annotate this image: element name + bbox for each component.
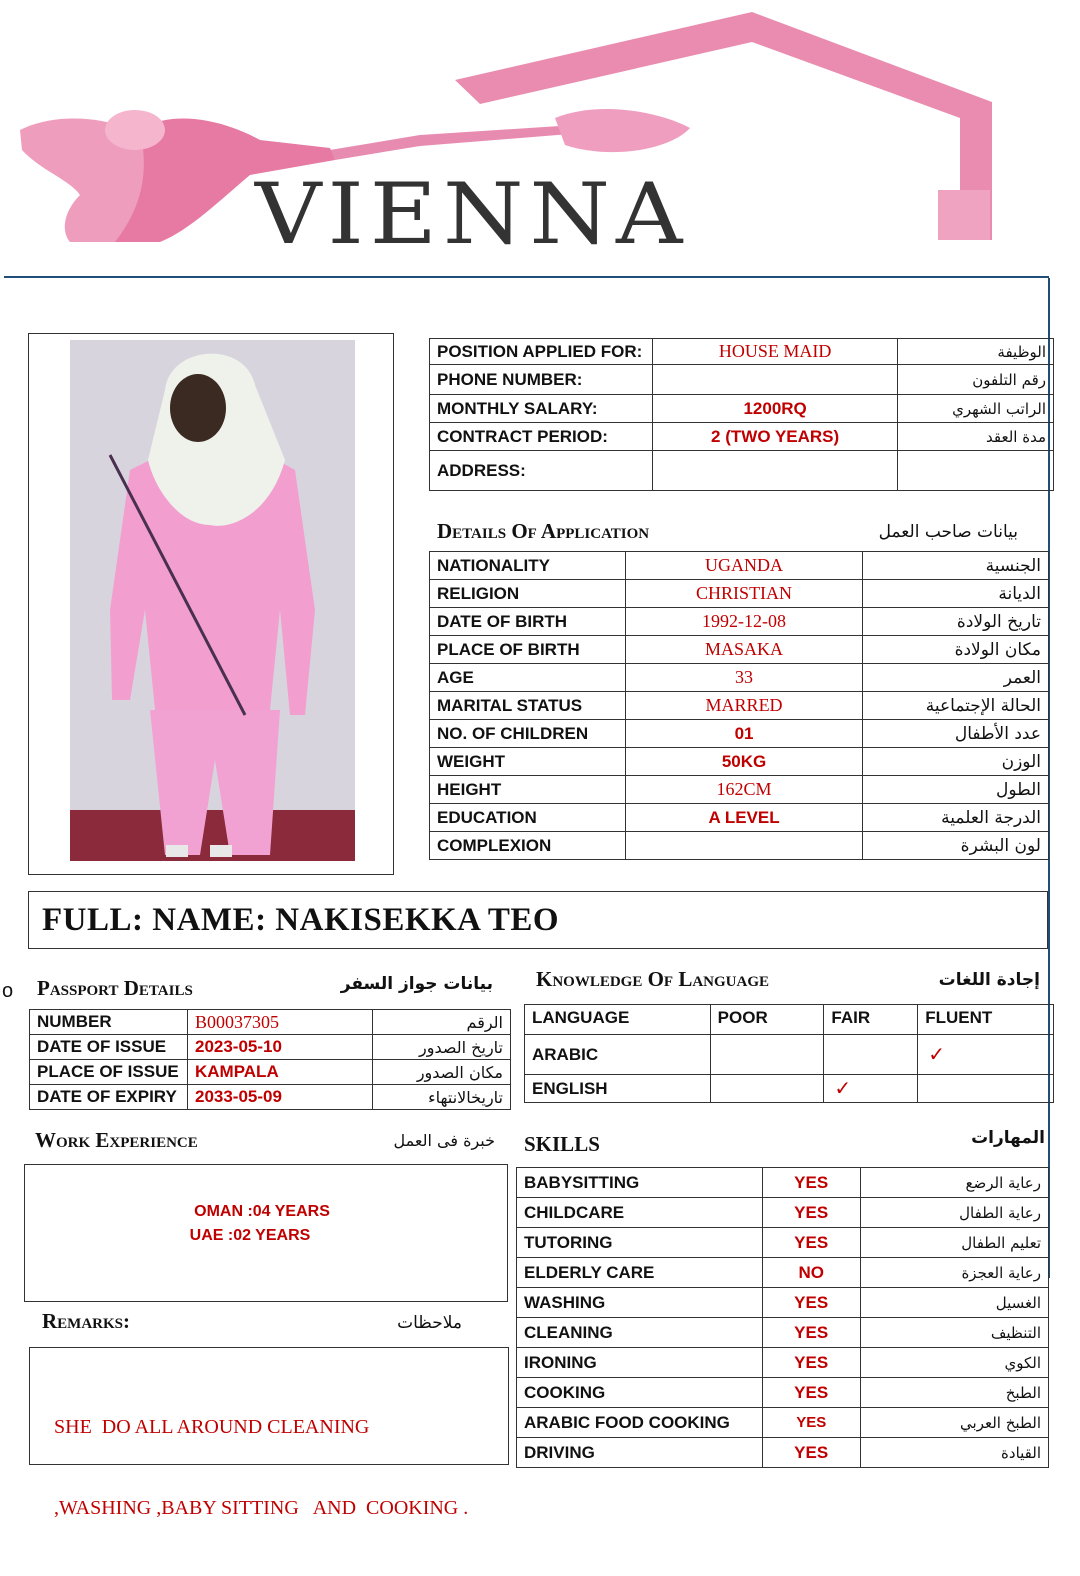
position-label-ar: الوظيفة [898, 339, 1054, 365]
work-lines [25, 1200, 507, 1248]
details-label-ar: الطول [863, 776, 1049, 804]
details-row [430, 636, 1049, 664]
skill-name: BABYSITTING [517, 1168, 763, 1198]
language-name: ARABIC [525, 1035, 711, 1075]
remarks-title-ar: ملاحظات [397, 1313, 462, 1333]
skills-row [517, 1168, 1049, 1198]
details-row [430, 832, 1049, 860]
position-label-ar: رقم التلفون [898, 365, 1054, 395]
details-table [429, 551, 1049, 860]
details-row [430, 580, 1049, 608]
details-label: RELIGION [430, 580, 626, 608]
position-label: PHONE NUMBER: [430, 365, 653, 395]
skill-name-ar: الغسيل [860, 1288, 1048, 1318]
skill-value: YES [762, 1438, 860, 1468]
details-label: NATIONALITY [430, 552, 626, 580]
details-value: MASAKA [625, 636, 862, 664]
details-label-ar: الديانة [863, 580, 1049, 608]
details-label: DATE OF BIRTH [430, 608, 626, 636]
skill-name: IRONING [517, 1348, 763, 1378]
position-row [430, 365, 1054, 395]
passport-label-ar: تاريخ الصدور [373, 1035, 511, 1060]
details-label: MARITAL STATUS [430, 692, 626, 720]
skills-row [517, 1198, 1049, 1228]
logo-wordmark: VIENNA [255, 165, 689, 264]
skill-value: YES [762, 1408, 860, 1438]
position-value: 2 (TWO YEARS) [652, 423, 897, 451]
passport-row [30, 1010, 511, 1035]
stray-character: o [2, 980, 14, 1002]
details-value: UGANDA [625, 552, 862, 580]
details-value: CHRISTIAN [625, 580, 862, 608]
details-row [430, 664, 1049, 692]
skill-name: COOKING [517, 1378, 763, 1408]
skill-value: YES [762, 1348, 860, 1378]
passport-label: DATE OF EXPIRY [30, 1085, 188, 1110]
position-label: MONTHLY SALARY: [430, 395, 653, 423]
position-label-ar: الراتب الشهري [898, 395, 1054, 423]
language-header: POOR [710, 1005, 824, 1035]
details-label-ar: عدد الأطفال [863, 720, 1049, 748]
passport-row [30, 1035, 511, 1060]
passport-label-ar: الرقم [373, 1010, 511, 1035]
remarks-line: ,WASHING ,BABY SITTING AND COOKING . [54, 1497, 469, 1519]
position-row [430, 395, 1054, 423]
remarks-box [29, 1347, 509, 1519]
details-row [430, 804, 1049, 832]
position-row [430, 423, 1054, 451]
passport-row [30, 1060, 511, 1085]
skill-name: ARABIC FOOD COOKING [517, 1408, 763, 1438]
passport-value: 2033-05-09 [187, 1085, 372, 1110]
skill-name-ar: رعاية الرضع [860, 1168, 1048, 1198]
skills-title: SKILLS [524, 1132, 600, 1156]
skill-name: DRIVING [517, 1438, 763, 1468]
details-label-ar: تاريخ الولادة [863, 608, 1049, 636]
passport-value: KAMPALA [187, 1060, 372, 1085]
passport-table [29, 1009, 511, 1110]
language-title: Knowledge Of Language [536, 967, 770, 991]
skills-table [516, 1167, 1049, 1468]
position-value [652, 451, 897, 491]
language-header-row [525, 1005, 1054, 1035]
passport-label-ar: تاريخالانتهاء [373, 1085, 511, 1110]
details-value: 162CM [625, 776, 862, 804]
language-name: ENGLISH [525, 1075, 711, 1103]
details-row [430, 776, 1049, 804]
position-value: HOUSE MAID [652, 339, 897, 365]
position-value [652, 365, 897, 395]
skill-name-ar: الكوي [860, 1348, 1048, 1378]
passport-title: Passport Details [37, 976, 193, 1000]
details-title-ar: بيانات صاحب العمل [878, 522, 1018, 542]
work-line: UAE :02 YEARS [189, 1227, 311, 1244]
skill-value: NO [762, 1258, 860, 1288]
language-check-fair: ✓ [824, 1075, 918, 1103]
skill-name-ar: الطبخ العربي [860, 1408, 1048, 1438]
work-title: Work Experience [35, 1128, 198, 1152]
details-row [430, 748, 1049, 776]
details-label: AGE [430, 664, 626, 692]
position-row [430, 451, 1054, 491]
language-header: FLUENT [918, 1005, 1054, 1035]
position-row [430, 339, 1054, 365]
vienna-logo [0, 0, 1080, 270]
position-label-ar: مدة العقد [898, 423, 1054, 451]
remarks-lines [54, 1360, 468, 1576]
details-label: EDUCATION [430, 804, 626, 832]
details-title: Details Of Application [437, 519, 650, 543]
language-row [525, 1075, 1054, 1103]
language-header: FAIR [824, 1005, 918, 1035]
details-value [625, 832, 862, 860]
details-row [430, 720, 1049, 748]
skill-name-ar: القيادة [860, 1438, 1048, 1468]
position-label: POSITION APPLIED FOR: [430, 339, 653, 365]
remarks-title: Remarks: [42, 1309, 130, 1333]
language-check-poor [710, 1035, 824, 1075]
skill-value: YES [762, 1198, 860, 1228]
passport-label-ar: مكان الصدور [373, 1060, 511, 1085]
details-label: HEIGHT [430, 776, 626, 804]
skill-value: YES [762, 1288, 860, 1318]
skill-name-ar: الطبخ [860, 1378, 1048, 1408]
position-value: 1200RQ [652, 395, 897, 423]
details-value: A LEVEL [625, 804, 862, 832]
language-check-fluent: ✓ [918, 1035, 1054, 1075]
details-value: 50KG [625, 748, 862, 776]
passport-row [30, 1085, 511, 1110]
details-label-ar: الحالة الإجتماعية [863, 692, 1049, 720]
details-row [430, 552, 1049, 580]
passport-label: DATE OF ISSUE [30, 1035, 188, 1060]
position-table [429, 338, 1054, 491]
position-label: ADDRESS: [430, 451, 653, 491]
position-label: CONTRACT PERIOD: [430, 423, 653, 451]
work-title-ar: خبرة فى العمل [393, 1131, 495, 1150]
details-label: NO. OF CHILDREN [430, 720, 626, 748]
skill-name: TUTORING [517, 1228, 763, 1258]
skill-name: WASHING [517, 1288, 763, 1318]
passport-label: PLACE OF ISSUE [30, 1060, 188, 1085]
full-name: FULL: NAME: NAKISEKKA TEO [42, 902, 560, 938]
details-label: PLACE OF BIRTH [430, 636, 626, 664]
details-label-ar: العمر [863, 664, 1049, 692]
skill-name: ELDERLY CARE [517, 1258, 763, 1288]
full-name-box [28, 891, 1048, 949]
skill-name-ar: التنظيف [860, 1318, 1048, 1348]
skill-name-ar: تعليم الطفال [860, 1228, 1048, 1258]
passport-value: 2023-05-10 [187, 1035, 372, 1060]
skills-row [517, 1288, 1049, 1318]
passport-title-ar: بيانات جواز السفر [340, 974, 493, 994]
skill-name: CHILDCARE [517, 1198, 763, 1228]
skills-row [517, 1378, 1049, 1408]
work-line: OMAN :04 YEARS [194, 1203, 330, 1220]
passport-value: B00037305 [187, 1010, 372, 1035]
skills-row [517, 1438, 1049, 1468]
skill-value: YES [762, 1318, 860, 1348]
details-value: 33 [625, 664, 862, 692]
skill-value: YES [762, 1378, 860, 1408]
details-label-ar: الجنسية [863, 552, 1049, 580]
skill-name: CLEANING [517, 1318, 763, 1348]
details-label: WEIGHT [430, 748, 626, 776]
details-label-ar: الدرجة العلمية [863, 804, 1049, 832]
skill-value: YES [762, 1228, 860, 1258]
skills-row [517, 1258, 1049, 1288]
details-value: 1992-12-08 [625, 608, 862, 636]
position-label-ar [898, 451, 1054, 491]
details-value: 01 [625, 720, 862, 748]
skill-value: YES [762, 1168, 860, 1198]
language-table [524, 1004, 1054, 1103]
skills-row [517, 1348, 1049, 1378]
skills-row [517, 1228, 1049, 1258]
skills-title-ar: المهارات [971, 1128, 1045, 1148]
remarks-line: SHE DO ALL AROUND CLEANING [54, 1416, 370, 1438]
skills-row [517, 1408, 1049, 1438]
language-check-fair [824, 1035, 918, 1075]
passport-label: NUMBER [30, 1010, 188, 1035]
work-box [24, 1164, 508, 1302]
details-label-ar: الوزن [863, 748, 1049, 776]
details-value: MARRED [625, 692, 862, 720]
details-label: COMPLEXION [430, 832, 626, 860]
details-row [430, 608, 1049, 636]
skills-row [517, 1318, 1049, 1348]
language-row [525, 1035, 1054, 1075]
header-divider [4, 276, 1049, 278]
language-title-ar: إجادة اللغات [938, 970, 1040, 990]
details-row [430, 692, 1049, 720]
skill-name-ar: رعاية العجزة [860, 1258, 1048, 1288]
applicant-photo [70, 340, 355, 861]
details-label-ar: مكان الولادة [863, 636, 1049, 664]
skill-name-ar: رعاية الطفال [860, 1198, 1048, 1228]
language-check-poor [710, 1075, 824, 1103]
details-label-ar: لون البشرة [863, 832, 1049, 860]
language-header: LANGUAGE [525, 1005, 711, 1035]
language-check-fluent [918, 1075, 1054, 1103]
